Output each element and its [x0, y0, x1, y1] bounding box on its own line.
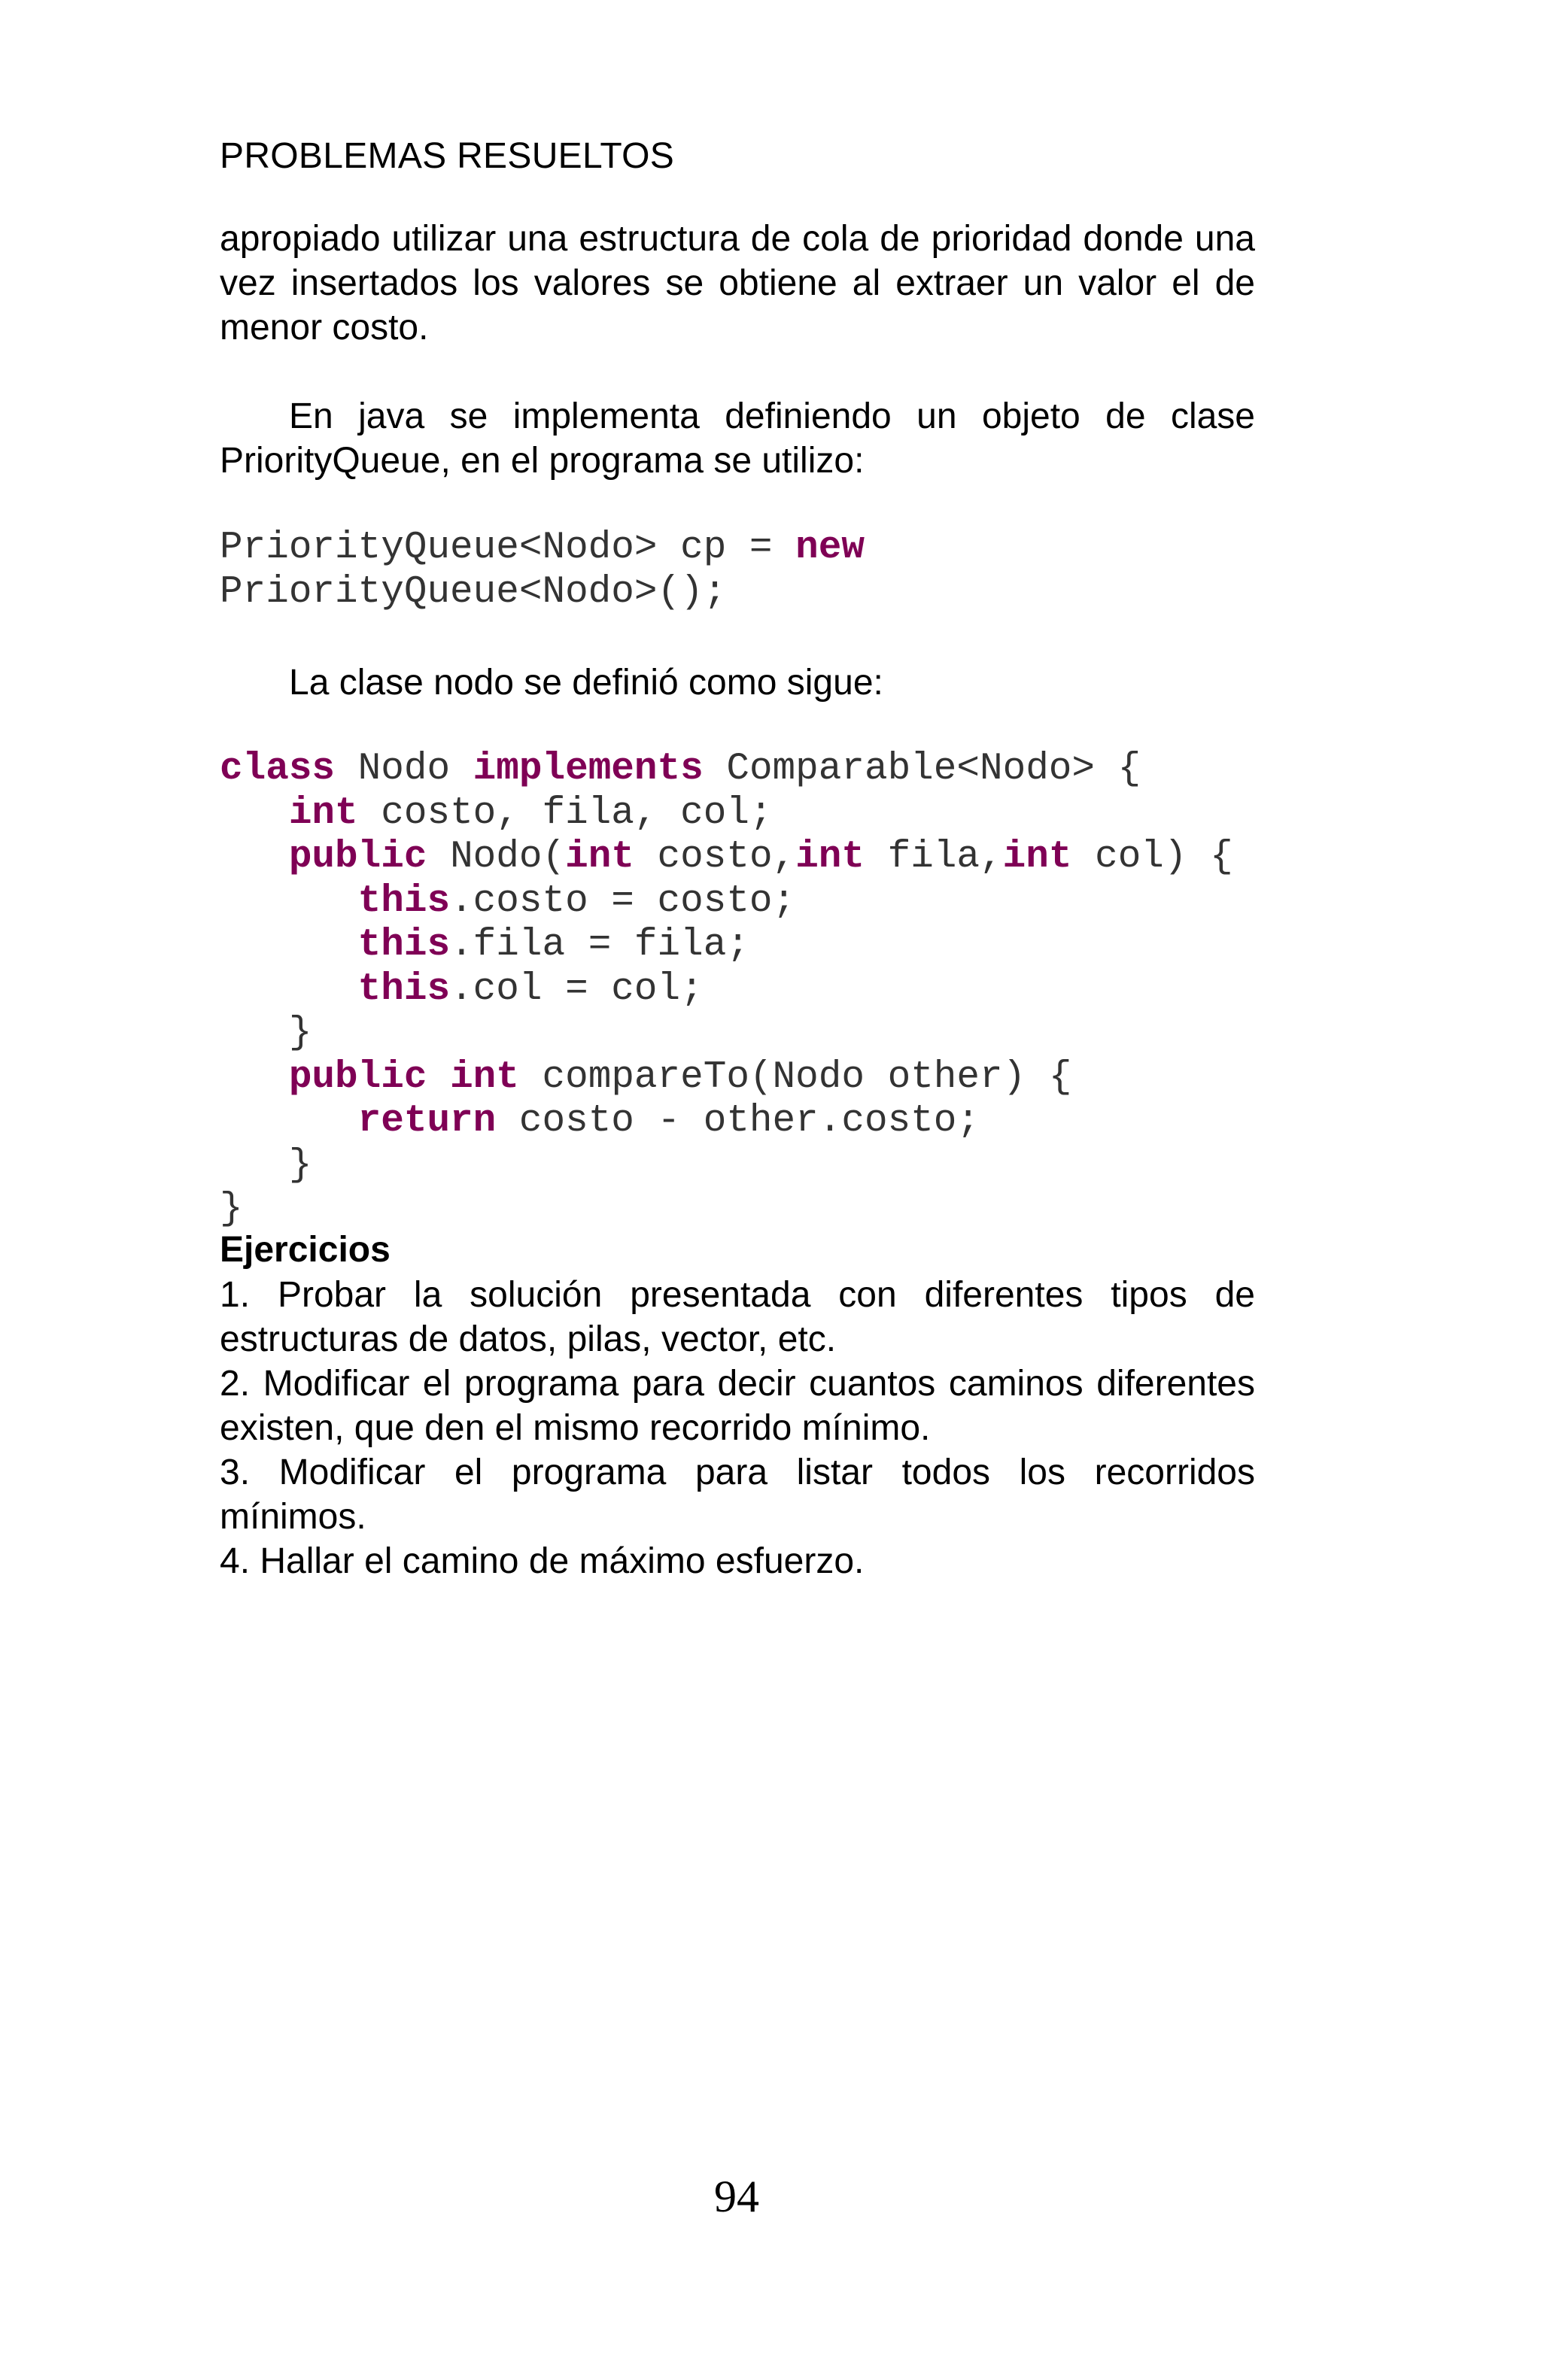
code-text: PriorityQueue<Nodo> cp = [220, 527, 796, 569]
code-line-2: PriorityQueue<Nodo>(); [220, 570, 727, 614]
code-line-close-method [220, 1144, 312, 1187]
code-text: .costo = costo; [450, 879, 796, 923]
keyword-this: this [357, 879, 451, 923]
code-text: .fila = fila; [450, 924, 749, 967]
keyword-public: public [288, 836, 427, 879]
code-text: } [288, 1012, 312, 1055]
code-text: costo, [634, 836, 796, 879]
code-text: compareTo(Nodo other) { [518, 1055, 1072, 1099]
code-text: Nodo( [427, 836, 566, 879]
code-text: } [288, 1143, 312, 1187]
code-line-constructor [220, 836, 1233, 879]
page-number: 94 [714, 2172, 759, 2221]
code-text: costo - other.costo; [496, 1100, 980, 1143]
code-text: col) { [1071, 836, 1233, 879]
keyword-this: this [357, 967, 451, 1011]
code-line-assign-fila [220, 924, 749, 967]
keyword-new: new [795, 527, 865, 569]
code-line-1 [220, 527, 865, 569]
code-line-close-class: } [220, 1188, 243, 1231]
exercise-item: 4. Hallar el camino de máximo esfuerzo. [220, 1541, 865, 1581]
code-text: fila, [865, 836, 1003, 879]
code-line-assign-col [220, 968, 704, 1011]
class-intro-paragraph [220, 660, 1255, 705]
running-header: PROBLEMAS RESUELTOS [220, 136, 675, 176]
code-line-method [220, 1056, 1071, 1099]
exercise-item: 2. Modificar el programa para decir cuantos caminos diferentes existen, que den el mismo recorrido mínimo. [220, 1364, 1255, 1448]
code-text: Nodo [335, 748, 473, 791]
code-line-fields [220, 792, 773, 835]
code-line-assign-costo [220, 880, 795, 923]
exercise-item: 1. Probar la solución presentada con diferentes tipos de estructuras de datos, pilas, vector, etc. [220, 1275, 1255, 1359]
code-line-class [220, 748, 1141, 791]
code-text: costo, fila, col; [357, 791, 773, 835]
intro-paragraph [220, 217, 1255, 350]
exercises-list [220, 1273, 1255, 1583]
keyword-implements: implements [473, 748, 704, 791]
paragraph-priorityqueue: En java se implementa definiendo un objeto de clase PriorityQueue, en el programa se utilizo: [220, 396, 1255, 481]
code-snippet-priorityqueue [220, 527, 865, 615]
java-paragraph [220, 394, 1255, 483]
keyword-int: int [1002, 836, 1072, 879]
keyword-int: int [565, 836, 634, 879]
paragraph-clase-nodo: La clase nodo se definió como sigue: [289, 663, 883, 703]
keyword-int: int [795, 836, 865, 879]
keyword-return: return [357, 1100, 497, 1143]
code-text: Comparable<Nodo> { [703, 748, 1141, 791]
code-line-return [220, 1100, 980, 1143]
code-snippet-nodo-class [220, 748, 1233, 1232]
keyword-public: public [288, 1055, 427, 1099]
code-line-close-ctor [220, 1012, 312, 1055]
code-text: .col = col; [450, 967, 704, 1011]
keyword-int: int [450, 1055, 519, 1099]
keyword-class: class [220, 748, 336, 791]
paragraph-continuation: apropiado utilizar una estructura de cola de prioridad donde una vez insertados los valores se obtiene al extraer un valor el de menor costo. [220, 219, 1255, 348]
exercise-item: 3. Modificar el programa para listar todos los recorridos mínimos. [220, 1453, 1255, 1537]
keyword-int: int [288, 791, 358, 835]
keyword-this: this [357, 924, 451, 967]
exercises-heading: Ejercicios [220, 1230, 391, 1270]
